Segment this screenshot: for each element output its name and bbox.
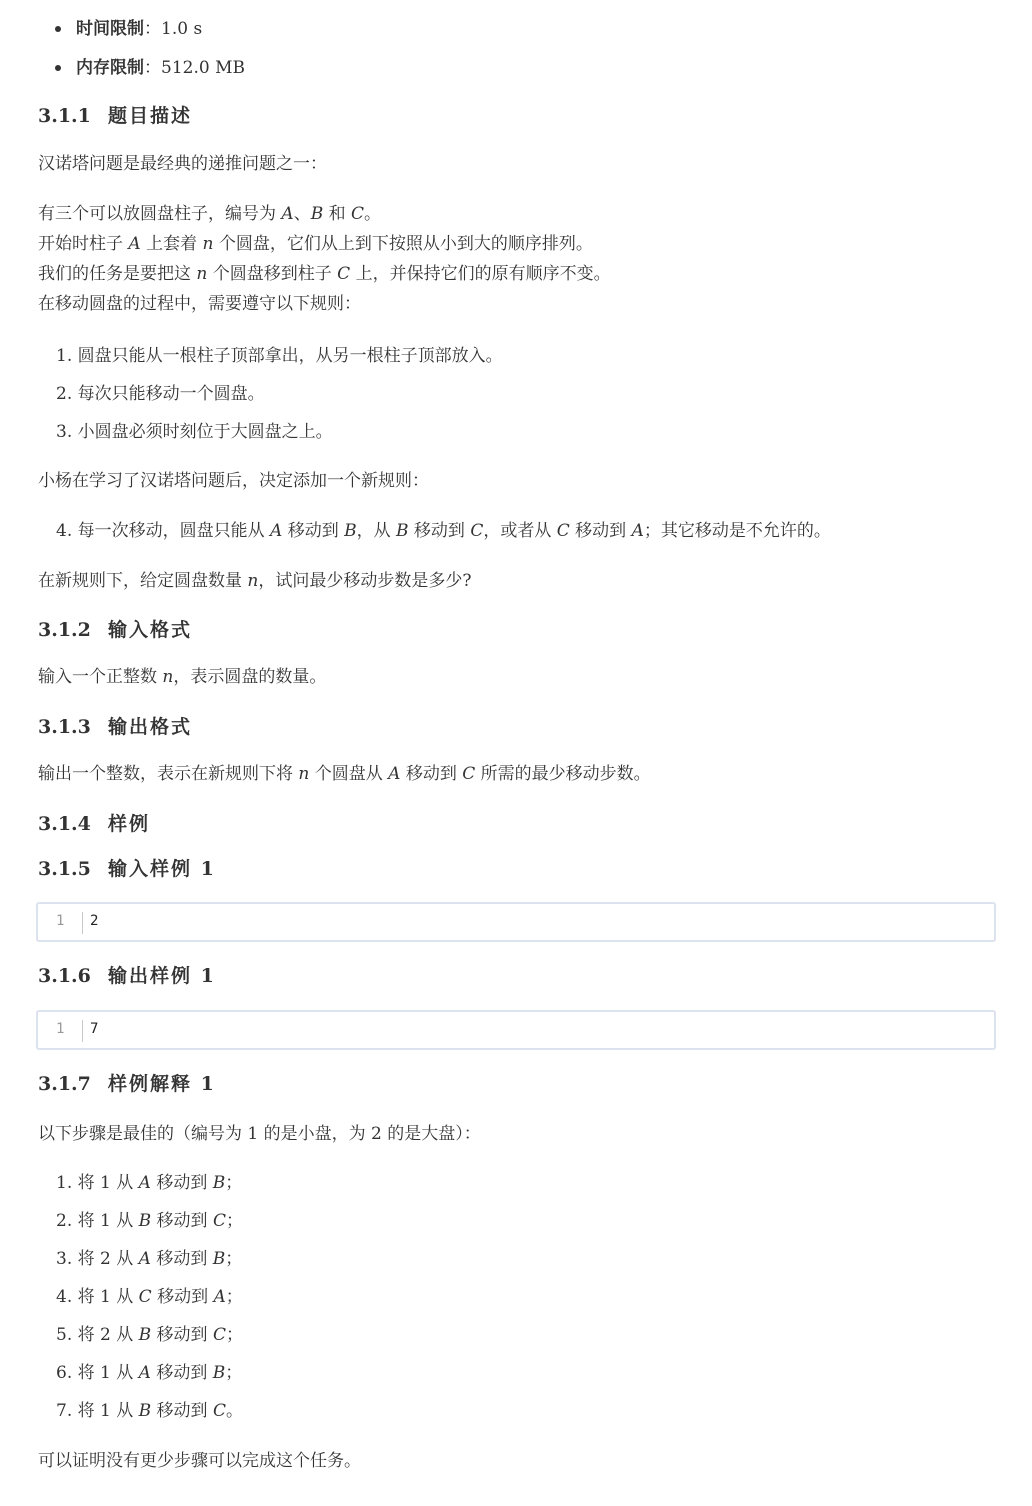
line-number: 1 (56, 913, 65, 929)
bullet-icon (55, 26, 61, 32)
text-run: 4. 将 1 从 (56, 1287, 139, 1307)
code-line[interactable]: 7 (90, 1021, 99, 1037)
text-run: 6. 将 1 从 (56, 1363, 139, 1383)
text-run: 移动到 (150, 1173, 213, 1193)
text-run: 移动到 (408, 521, 471, 541)
math-var: C (470, 521, 484, 541)
math-var: n (298, 764, 310, 784)
math-var: B (138, 1325, 152, 1345)
math-var: B (344, 521, 357, 541)
text-run: 移动到 (151, 1211, 213, 1231)
text-run: 输出一个整数，表示在新规则下将 (38, 764, 299, 784)
math-var: B (212, 1363, 226, 1383)
text-run: ； (225, 1249, 243, 1269)
rule-item-4 (56, 516, 831, 546)
description-paragraph-3 (38, 259, 611, 289)
section-number: 3.1.7 (38, 1073, 91, 1095)
text-run: 有三个可以放圆盘柱子，编号为 (38, 204, 282, 224)
explanation-conclusion: 可以证明没有更少步骤可以完成这个任务。 (38, 1451, 361, 1471)
math-var: A (128, 234, 141, 254)
math-var: B (212, 1173, 226, 1193)
section-number: 3.1.6 (38, 965, 91, 987)
line-number: 1 (56, 1021, 65, 1037)
section-title: 样例解释 1 (108, 1073, 216, 1095)
step-item (56, 1282, 243, 1312)
text-run: 、 (293, 204, 311, 224)
sample-output-codeblock[interactable] (36, 1010, 996, 1050)
section-title: 输入样例 1 (108, 858, 216, 880)
section-heading-samples (38, 810, 150, 838)
text-run: 开始时柱子 (38, 234, 129, 254)
text-run: 上，并保持它们的原有顺序不变。 (350, 264, 611, 284)
section-heading-sample-output (38, 962, 216, 990)
section-title: 题目描述 (108, 105, 193, 127)
memory-limit-value: ：512.0 MB (144, 58, 245, 78)
text-run: 移动到 (150, 1363, 213, 1383)
text-run: 个圆盘移到柱子 (207, 264, 338, 284)
math-var: n (196, 264, 208, 284)
description-paragraph-1 (38, 199, 381, 229)
math-var: A (270, 521, 283, 541)
math-var: A (281, 204, 294, 224)
step-item (56, 1206, 243, 1236)
text-run: 移动到 (569, 521, 632, 541)
rule-item: 3. 小圆盘必须时刻位于大圆盘之上。 (56, 422, 333, 442)
description-paragraph-4: 在移动圆盘的过程中，需要遵守以下规则： (38, 294, 361, 314)
math-var: C (212, 1325, 226, 1345)
math-var: A (213, 1287, 226, 1307)
math-var: C (351, 204, 365, 224)
math-var: A (138, 1249, 151, 1269)
text-run: 5. 将 2 从 (56, 1325, 139, 1345)
step-item (56, 1168, 242, 1198)
text-run: 3. 将 2 从 (56, 1249, 139, 1269)
sample-input-codeblock[interactable] (36, 902, 996, 942)
description-intro: 汉诺塔问题是最经典的递推问题之一： (38, 154, 327, 174)
memory-limit (76, 53, 245, 83)
section-number: 3.1.2 (38, 619, 91, 641)
text-run: 移动到 (151, 1287, 214, 1307)
section-title: 输出格式 (108, 716, 193, 738)
explanation-intro: 以下步骤是最佳的（编号为 1 的是小盘，为 2 的是大盘）： (38, 1124, 481, 1144)
text-run: 所需的最少移动步数。 (475, 764, 651, 784)
question (38, 566, 471, 596)
math-var: A (631, 521, 644, 541)
text-run: ； (225, 1211, 243, 1231)
text-run: 移动到 (151, 1401, 213, 1421)
section-heading-sample-input (38, 855, 216, 883)
time-limit-label: 时间限制 (76, 19, 144, 39)
section-heading-input-format (38, 616, 192, 644)
text-run: ；其它移动是不允许的。 (643, 521, 831, 541)
text-run: 移动到 (151, 1325, 213, 1345)
math-var: B (396, 521, 409, 541)
text-run: 4. 每一次移动，圆盘只能从 (56, 521, 271, 541)
text-run: 移动到 (282, 521, 345, 541)
section-number: 3.1.4 (38, 813, 91, 835)
math-var: C (556, 521, 570, 541)
section-number: 3.1.1 (38, 105, 91, 127)
input-format-text (38, 662, 326, 692)
math-var: C (462, 764, 476, 784)
description-paragraph-2 (38, 229, 593, 259)
step-item (56, 1244, 242, 1274)
text-run: 在新规则下，给定圆盘数量 (38, 571, 248, 591)
time-limit-value: ：1.0 s (144, 19, 203, 39)
math-var: A (138, 1363, 151, 1383)
math-var: C (212, 1211, 226, 1231)
section-number: 3.1.5 (38, 858, 91, 880)
section-title: 输入格式 (108, 619, 193, 641)
text-run: ； (225, 1287, 243, 1307)
step-item (56, 1358, 242, 1388)
math-var: n (162, 667, 174, 687)
section-heading-description (38, 102, 192, 130)
section-heading-output-format (38, 713, 192, 741)
text-run: ，从 (356, 521, 397, 541)
text-run: 7. 将 1 从 (56, 1401, 139, 1421)
output-format-text (38, 759, 651, 789)
section-title: 样例 (108, 813, 151, 835)
section-title: 输出样例 1 (108, 965, 216, 987)
text-run: 移动到 (150, 1249, 213, 1269)
text-run: 。 (225, 1401, 243, 1421)
section-heading-sample-explanation (38, 1070, 216, 1098)
math-var: B (212, 1249, 226, 1269)
time-limit (76, 14, 202, 44)
memory-limit-label: 内存限制 (76, 58, 144, 78)
math-var: C (212, 1401, 226, 1421)
text-run: 。 (364, 204, 382, 224)
text-run: ； (225, 1325, 243, 1345)
text-run: 个圆盘从 (309, 764, 389, 784)
math-var: B (310, 204, 324, 224)
text-run: ，或者从 (483, 521, 557, 541)
math-var: A (138, 1173, 151, 1193)
rule-item: 2. 每次只能移动一个圆盘。 (56, 384, 265, 404)
rule-item: 1. 圆盘只能从一根柱子顶部拿出，从另一根柱子顶部放入。 (56, 346, 503, 366)
text-run: 个圆盘，它们从上到下按照从小到大的顺序排列。 (213, 234, 593, 254)
text-run: 上套着 (140, 234, 203, 254)
text-run: ； (225, 1363, 243, 1383)
math-var: C (337, 264, 351, 284)
math-var: n (202, 234, 214, 254)
text-run: 移动到 (400, 764, 463, 784)
text-run: 2. 将 1 从 (56, 1211, 139, 1231)
math-var: B (138, 1401, 152, 1421)
new-rule-intro: 小杨在学习了汉诺塔问题后，决定添加一个新规则： (38, 471, 429, 491)
bullet-icon (55, 65, 61, 71)
math-var: C (138, 1287, 152, 1307)
code-line[interactable]: 2 (90, 913, 99, 929)
text-run: ，试问最少移动步数是多少? (258, 571, 472, 591)
text-run: ，表示圆盘的数量。 (173, 667, 327, 687)
section-number: 3.1.3 (38, 716, 91, 738)
math-var: B (138, 1211, 152, 1231)
text-run: 我们的任务是要把这 (38, 264, 197, 284)
step-item (56, 1396, 243, 1426)
math-var: A (388, 764, 401, 784)
text-run: 和 (323, 204, 351, 224)
math-var: n (247, 571, 259, 591)
text-run: ； (225, 1173, 243, 1193)
text-run: 输入一个正整数 (38, 667, 163, 687)
text-run: 1. 将 1 从 (56, 1173, 139, 1193)
step-item (56, 1320, 243, 1350)
gutter-divider (82, 1020, 83, 1042)
gutter-divider (82, 912, 83, 934)
